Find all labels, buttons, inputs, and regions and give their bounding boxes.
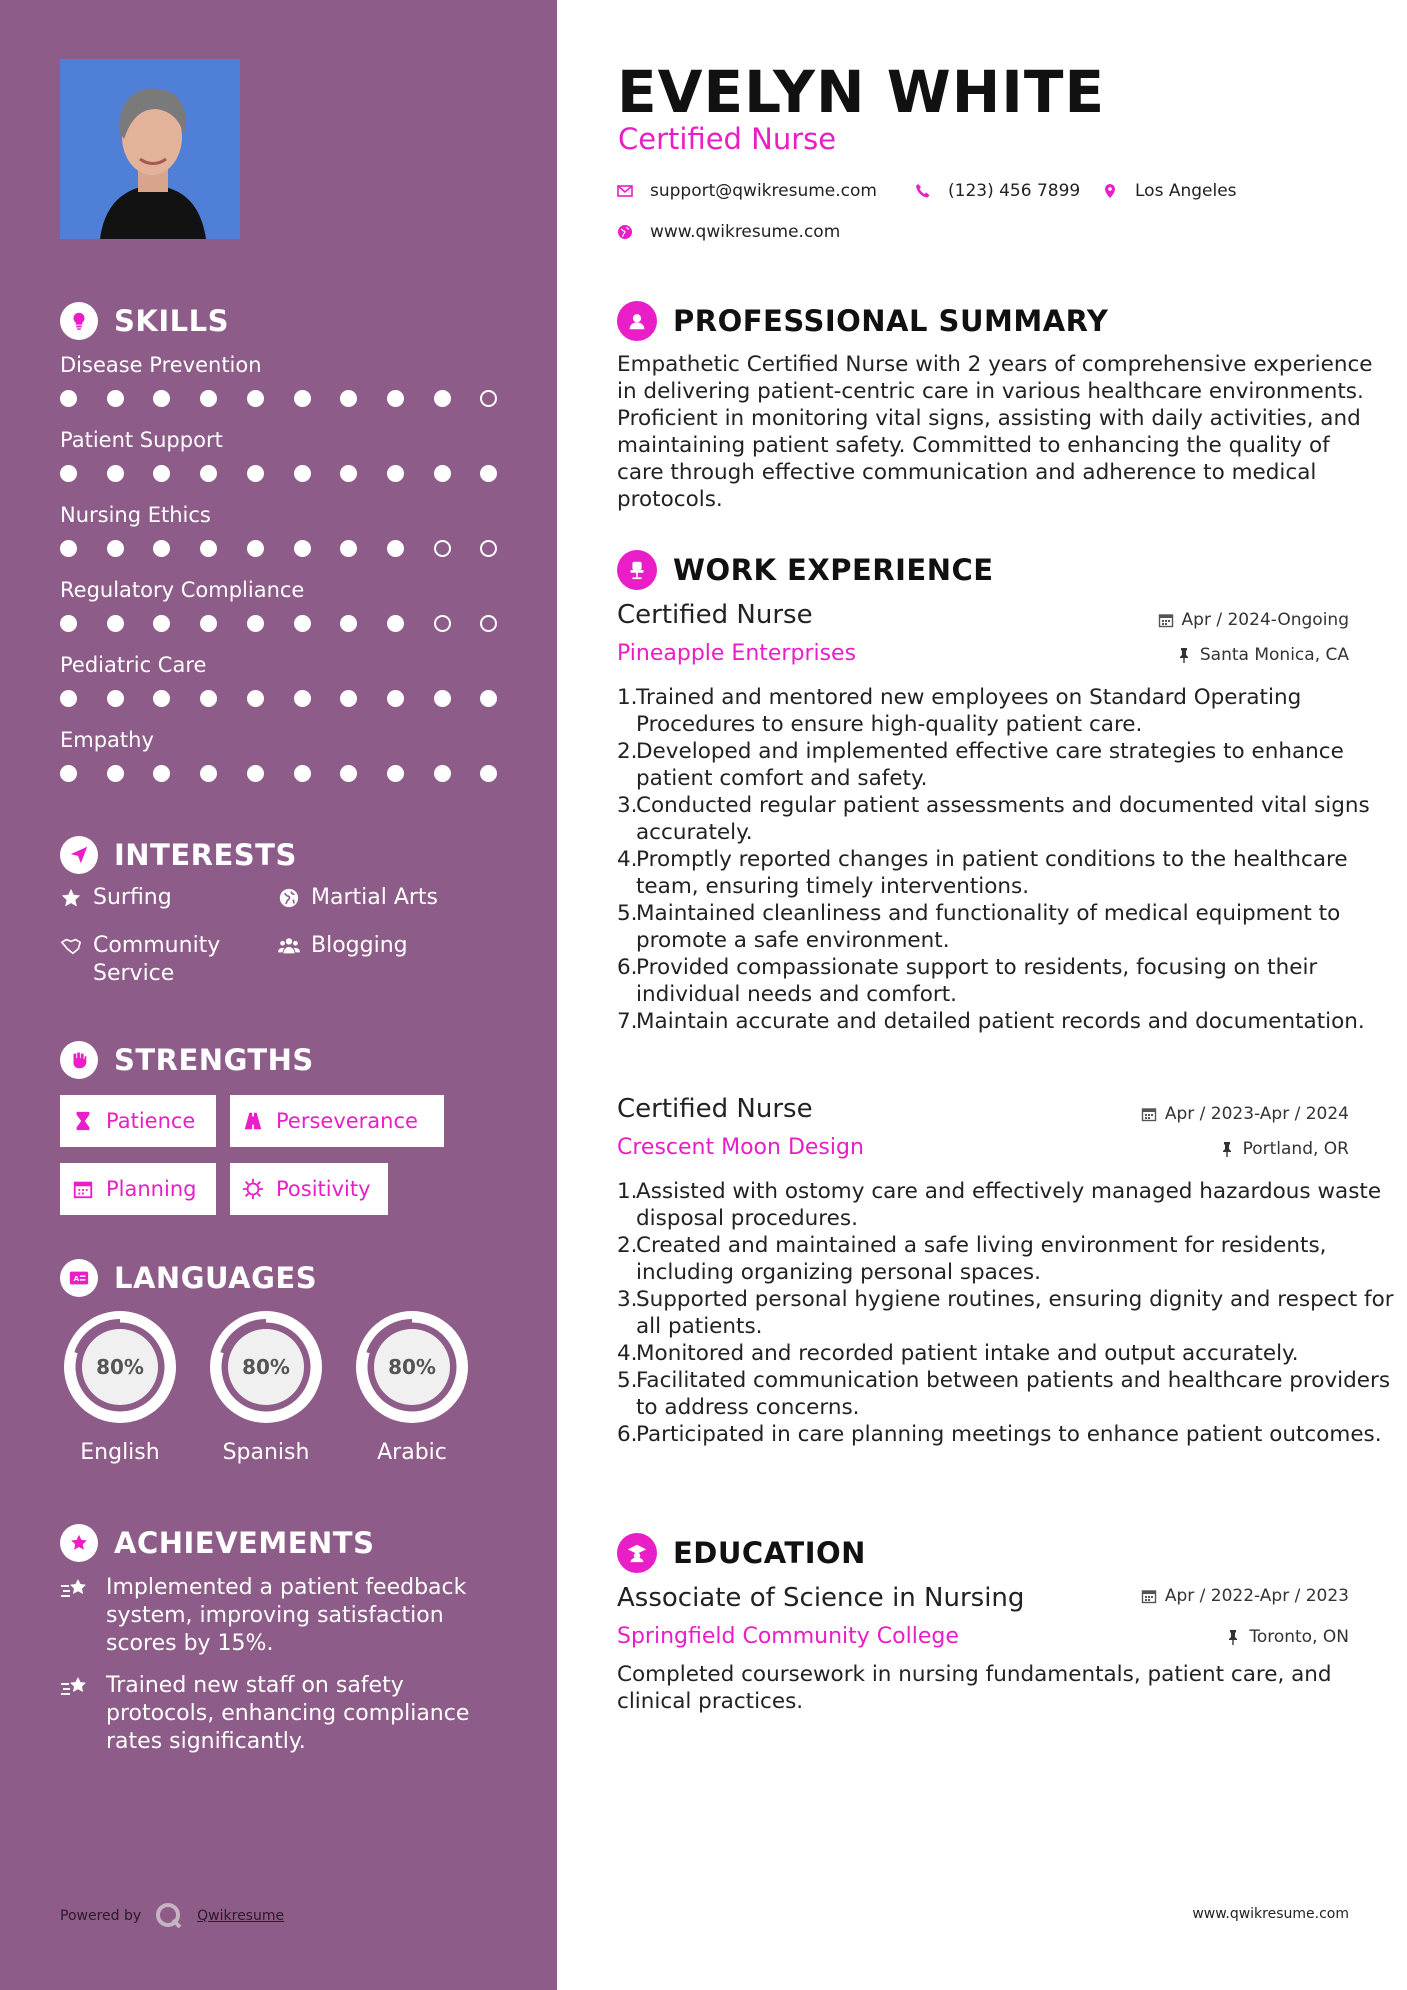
job-duty-item [617, 1232, 1402, 1286]
language-name: Spanish [222, 1440, 310, 1465]
skill-dot-filled [387, 765, 404, 782]
skill-dot-filled [247, 615, 264, 632]
sun-icon [242, 1178, 264, 1200]
skill-dot-filled [294, 465, 311, 482]
job-duty-text: Developed and implemented effective care strategies to enhance patient comfort and safety. [636, 739, 1344, 791]
interests-heading: INTERESTS [60, 836, 297, 874]
skill-dot-filled [107, 390, 124, 407]
skill-dot-filled [340, 465, 357, 482]
calendar-icon [1141, 1588, 1157, 1604]
strength-badge: Perseverance [230, 1095, 444, 1147]
degree-title: Associate of Science in Nursing [617, 1583, 1025, 1613]
skill-dot-filled [60, 690, 77, 707]
summary-text: Empathetic Certified Nurse with 2 years of comprehensive experience in delivering patient-centric care in various healthcare environments. Proficient in monitoring vital signs, assisting with daily activities, and maintaining patient safety. Committed to enhancing the quality of care through effective communication and adherence to medical protocols. [617, 352, 1373, 512]
interest-item: Surfing [60, 884, 172, 912]
skill-dot-filled [247, 390, 264, 407]
globe-icon [617, 224, 633, 240]
skill-dot-filled [200, 540, 217, 557]
skill-dot-filled [387, 690, 404, 707]
job-duty-item [617, 684, 1402, 738]
school-name: Springfield Community College [617, 1624, 959, 1649]
star-icon [60, 887, 82, 909]
skill-dot-filled [294, 615, 311, 632]
list-number: 1. [617, 1179, 638, 1204]
strengths-heading: STRENGTHS [60, 1041, 314, 1079]
pushpin-icon [1219, 1141, 1235, 1157]
skill-name: Disease Prevention [60, 353, 262, 377]
office-chair-icon [617, 550, 657, 590]
email-link[interactable]: support@qwikresume.com [650, 181, 877, 201]
interest-item: Blogging [278, 932, 408, 960]
language-item [205, 1306, 327, 1465]
skill-dot-filled [200, 390, 217, 407]
language-item [59, 1306, 181, 1465]
pushpin-icon [1225, 1629, 1241, 1645]
education-description: Completed coursework in nursing fundamentals, patient care, and clinical practices. [617, 1662, 1332, 1714]
job-duty-text: Facilitated communication between patients and healthcare providers to address concerns. [636, 1368, 1391, 1420]
raised-fist-icon [60, 1041, 98, 1079]
language-percent: 80% [96, 1355, 144, 1379]
experience-heading: WORK EXPERIENCE [617, 550, 994, 590]
skill-dot-filled [434, 690, 451, 707]
svg-text:A: A [73, 1274, 80, 1284]
skill-dot-filled [387, 540, 404, 557]
skill-dot-filled [247, 540, 264, 557]
profile-photo [60, 59, 240, 239]
job-duty-text: Assisted with ostomy care and effectively managed hazardous waste disposal procedures. [636, 1179, 1382, 1231]
language-percent: 80% [388, 1355, 436, 1379]
main-content [557, 0, 1407, 1990]
skill-name: Empathy [60, 728, 154, 752]
skill-dot-filled [200, 465, 217, 482]
skill-dot-filled [153, 765, 170, 782]
list-number: 3. [617, 793, 638, 818]
skill-dot-filled [247, 465, 264, 482]
sidebar [0, 0, 557, 1990]
job-duty-text: Created and maintained a safe living environment for residents, including organizing personal spaces. [636, 1233, 1327, 1285]
skill-dot-filled [434, 465, 451, 482]
shooting-star-icon [60, 1576, 90, 1602]
job-duty-text: Maintain accurate and detailed patient records and documentation. [636, 1009, 1365, 1034]
skill-rating [60, 538, 500, 558]
skill-dot-filled [60, 765, 77, 782]
skill-dot-filled [387, 390, 404, 407]
contact-email [617, 181, 877, 201]
language-card-icon [60, 1259, 98, 1297]
skill-dot-empty [434, 615, 451, 632]
skill-item [60, 726, 500, 783]
skill-dot-filled [340, 765, 357, 782]
map-pin-icon [1102, 183, 1118, 199]
skill-name: Patient Support [60, 428, 223, 452]
job-duty-text: Trained and mentored new employees on Standard Operating Procedures to ensure high-quality patient care. [636, 685, 1302, 737]
achievement-item: Implemented a patient feedback system, improving satisfaction scores by 15%. [60, 1574, 500, 1658]
skill-dot-filled [480, 465, 497, 482]
skill-dot-filled [107, 690, 124, 707]
job-duty-item [617, 1340, 1402, 1367]
skill-dot-filled [340, 690, 357, 707]
education-location: Toronto, ON [1225, 1627, 1349, 1647]
calendar-icon [72, 1178, 94, 1200]
shooting-star-icon [60, 1674, 90, 1700]
job-duty-item [617, 954, 1402, 1008]
skill-dot-filled [340, 390, 357, 407]
skill-dot-filled [387, 615, 404, 632]
skill-dot-filled [200, 765, 217, 782]
skill-dot-filled [247, 690, 264, 707]
pushpin-icon [1176, 647, 1192, 663]
envelope-icon [617, 183, 633, 199]
user-icon [617, 301, 657, 341]
skill-dot-filled [107, 615, 124, 632]
language-name: Arabic [377, 1440, 447, 1465]
job-duty-text: Provided compassionate support to residents, focusing on their individual needs and comfort. [636, 955, 1318, 1007]
paper-plane-icon [60, 836, 98, 874]
skill-dot-empty [434, 540, 451, 557]
skill-dot-filled [60, 540, 77, 557]
job-duty-item [617, 1008, 1402, 1035]
job-duty-item [617, 846, 1402, 900]
calendar-icon [1141, 1106, 1157, 1122]
list-number: 5. [617, 1368, 638, 1393]
education-dates: Apr / 2022-Apr / 2023 [1141, 1586, 1349, 1606]
job-duty-text: Supported personal hygiene routines, ensuring dignity and respect for all patients. [636, 1287, 1394, 1339]
job-title: Certified Nurse [617, 600, 813, 630]
language-name: English [80, 1440, 160, 1465]
skill-dot-filled [434, 390, 451, 407]
job-duty-item [617, 792, 1402, 846]
job-duty-item [617, 1367, 1402, 1421]
skill-dot-filled [200, 615, 217, 632]
skill-dot-filled [107, 765, 124, 782]
skill-dot-filled [247, 765, 264, 782]
job-duty-item [617, 1421, 1402, 1448]
language-item [351, 1306, 473, 1465]
list-number: 4. [617, 847, 638, 872]
list-number: 5. [617, 901, 638, 926]
strength-badge: Positivity [230, 1163, 388, 1215]
qwikresume-logo-icon [155, 1902, 183, 1930]
graduate-icon [617, 1533, 657, 1573]
skill-dot-filled [294, 540, 311, 557]
skill-dot-filled [200, 690, 217, 707]
list-number: 4. [617, 1341, 638, 1366]
skill-dot-filled [107, 540, 124, 557]
list-number: 6. [617, 1422, 638, 1447]
skill-rating [60, 463, 500, 483]
skill-dot-filled [294, 690, 311, 707]
skill-dot-empty [480, 390, 497, 407]
skill-item [60, 576, 500, 633]
road-icon [242, 1110, 264, 1132]
interest-item: Martial Arts [278, 884, 438, 912]
skill-item [60, 426, 500, 483]
skill-dot-filled [340, 615, 357, 632]
powered-by: Powered by Qwikresume [60, 1902, 284, 1930]
achievement-item: Trained new staff on safety protocols, enhancing compliance rates significantly. [60, 1672, 500, 1756]
strength-badge: Planning [60, 1163, 216, 1215]
skill-rating [60, 763, 500, 783]
lightbulb-icon [60, 302, 98, 340]
job-location: Santa Monica, CA [1176, 645, 1349, 665]
skill-dot-filled [153, 690, 170, 707]
hourglass-icon [72, 1110, 94, 1132]
website-link[interactable]: www.qwikresume.com [650, 222, 841, 242]
list-number: 2. [617, 1233, 638, 1258]
skill-dot-filled [294, 390, 311, 407]
job-dates: Apr / 2023-Apr / 2024 [1141, 1104, 1349, 1124]
skill-dot-filled [153, 615, 170, 632]
job-title: Certified Nurse [617, 1094, 813, 1124]
job-duty-text: Maintained cleanliness and functionality of medical equipment to promote a safe environment. [636, 901, 1341, 953]
list-number: 3. [617, 1287, 638, 1312]
skill-item [60, 501, 500, 558]
globe-icon [278, 887, 300, 909]
job-duty-item [617, 1178, 1402, 1232]
company-name: Crescent Moon Design [617, 1135, 864, 1160]
contact-location: Los Angeles [1102, 181, 1237, 201]
list-number: 7. [617, 1009, 638, 1034]
footer-website[interactable]: www.qwikresume.com [1192, 1906, 1349, 1922]
qwikresume-link[interactable]: Qwikresume [197, 1908, 285, 1924]
skill-dot-filled [153, 465, 170, 482]
company-name: Pineapple Enterprises [617, 641, 857, 666]
skill-dot-filled [107, 465, 124, 482]
calendar-icon [1158, 612, 1174, 628]
language-percent: 80% [242, 1355, 290, 1379]
skill-item [60, 351, 500, 408]
handshake-icon [60, 935, 82, 957]
job-duty-text: Promptly reported changes in patient conditions to the healthcare team, ensuring timely interventions. [636, 847, 1348, 899]
candidate-name: EVELYN WHITE [617, 58, 1106, 126]
summary-heading: PROFESSIONAL SUMMARY [617, 301, 1108, 341]
achievements-heading: ACHIEVEMENTS [60, 1524, 374, 1562]
job-dates: Apr / 2024-Ongoing [1158, 610, 1349, 630]
skill-dot-filled [60, 465, 77, 482]
job-duty-text: Monitored and recorded patient intake and output accurately. [636, 1341, 1299, 1366]
skill-dot-filled [480, 690, 497, 707]
phone-icon [915, 183, 931, 199]
skill-dot-filled [60, 390, 77, 407]
candidate-role: Certified Nurse [618, 122, 837, 156]
job-duty-item [617, 1286, 1402, 1340]
job-location: Portland, OR [1219, 1139, 1349, 1159]
skill-name: Nursing Ethics [60, 503, 211, 527]
skill-dot-filled [60, 615, 77, 632]
skill-dot-filled [153, 390, 170, 407]
interest-item: Community Service [60, 932, 260, 988]
skill-rating [60, 613, 500, 633]
skill-dot-empty [480, 540, 497, 557]
skill-rating [60, 688, 500, 708]
languages-heading: A LANGUAGES [60, 1259, 317, 1297]
skill-dot-filled [294, 765, 311, 782]
skill-dot-filled [480, 765, 497, 782]
skill-name: Pediatric Care [60, 653, 207, 677]
skill-rating [60, 388, 500, 408]
list-number: 2. [617, 739, 638, 764]
skill-dot-filled [340, 540, 357, 557]
job-duties-list [617, 684, 1402, 1035]
skill-item [60, 651, 500, 708]
contact-website [617, 222, 840, 242]
trophy-star-icon [60, 1524, 98, 1562]
strength-badge: Patience [60, 1095, 216, 1147]
job-duty-item [617, 900, 1402, 954]
users-icon [278, 935, 300, 957]
skill-name: Regulatory Compliance [60, 578, 305, 602]
job-duty-text: Conducted regular patient assessments and documented vital signs accurately. [636, 793, 1370, 845]
skill-dot-filled [434, 765, 451, 782]
list-number: 1. [617, 685, 638, 710]
list-number: 6. [617, 955, 638, 980]
job-duties-list [617, 1178, 1402, 1448]
job-duty-text: Participated in care planning meetings to enhance patient outcomes. [636, 1422, 1382, 1447]
job-duty-item [617, 738, 1402, 792]
skill-dot-empty [480, 615, 497, 632]
education-heading: EDUCATION [617, 1533, 866, 1573]
skill-dot-filled [153, 540, 170, 557]
contact-phone: (123) 456 7899 [915, 181, 1080, 201]
skills-heading: SKILLS [60, 302, 229, 340]
skill-dot-filled [387, 465, 404, 482]
